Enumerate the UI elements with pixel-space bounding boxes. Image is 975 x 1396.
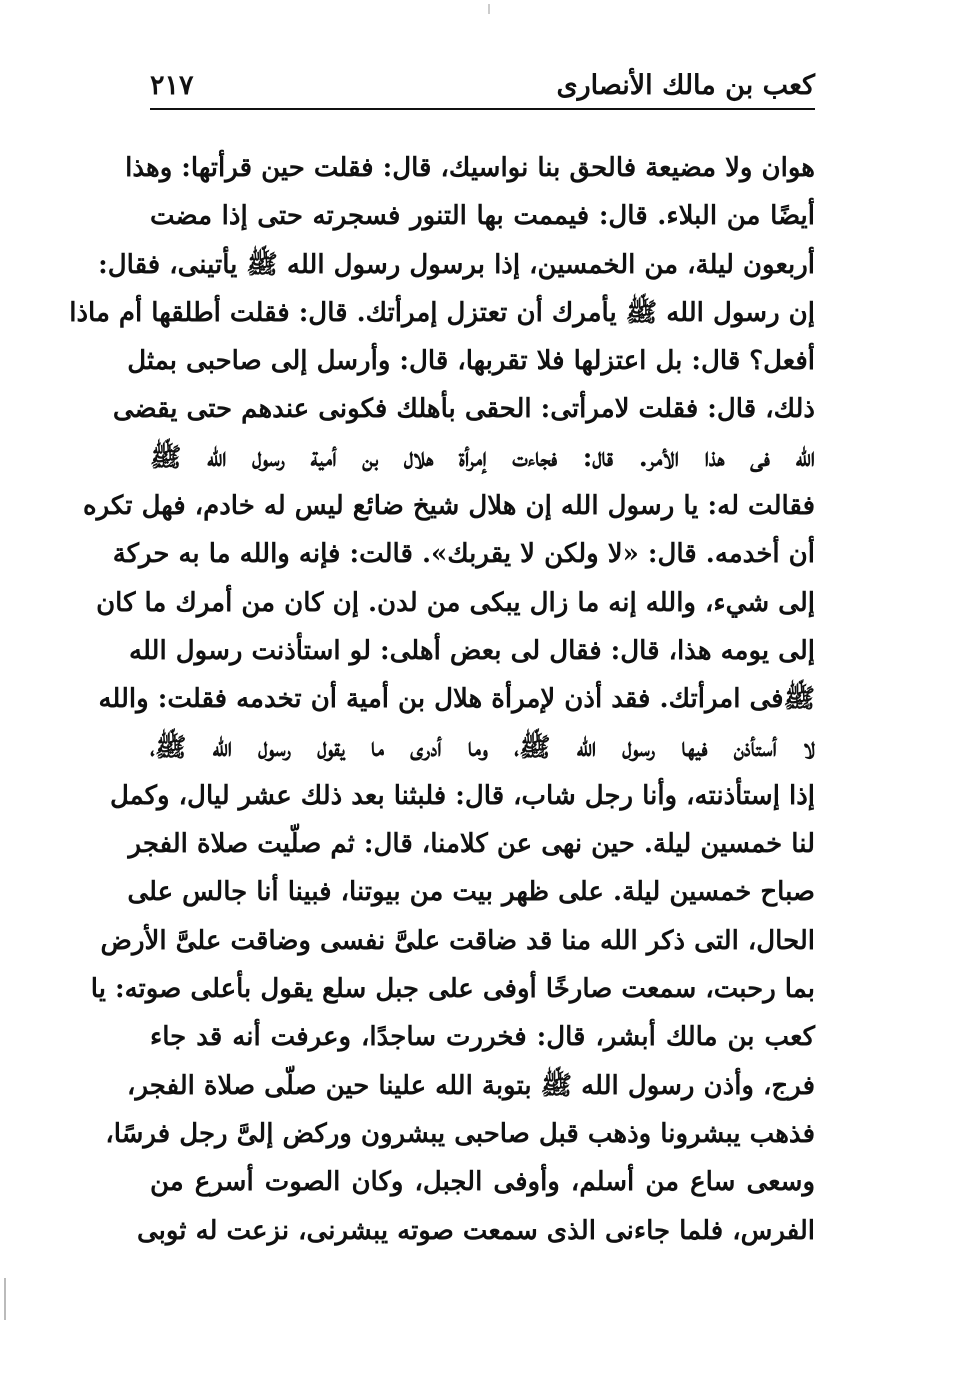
- scan-edge-mark: [4, 1278, 6, 1320]
- text-line: أفعل؟ قال: بل اعتزلها فلا تقربها، قال: وأرسل إلى صاحبى بمثل: [127, 346, 815, 377]
- running-title: كعب بن مالك الأنصارى: [556, 69, 815, 101]
- text-line: إذا إستأذنته، وأنا رجل شاب، قال: فلبثنا بعد ذلك عشر ليال، وكمل: [109, 780, 815, 811]
- text-line: الفرس، فلما جاءنى الذى سمعت صوته يبشرنى، نزعت له ثوبى: [136, 1215, 815, 1246]
- text-line: هوان ولا مضيعة فالحق بنا نواسيك، قال: فقلت حين قرأتها: وهذا: [125, 153, 815, 183]
- text-line: لا أستأذن فيها رسول الله ﷺ، وما أدرى ما يقول رسول الله ﷺ،: [150, 732, 815, 763]
- text-line: إن رسول الله ﷺ يأمرك أن تعتزل إمرأتك. قال: فقلت أطلقها أم ماذا: [69, 297, 815, 328]
- page-header: [150, 62, 815, 110]
- page-number: ٢١٧: [150, 69, 194, 101]
- text-line: إلى يومه هذا، قال: فقال لى بعض أهلى: لو استأذنت رسول الله: [129, 635, 815, 666]
- text-line: ذلك، قال: فقلت لامرأتى: الحقى بأهلك فكونى عندهم حتى يقضى: [112, 394, 815, 425]
- text-line: الله فى هذا الأمر. قال: فجاءت إمرأة هلال بن أمية رسول الله ﷺ: [150, 442, 815, 473]
- text-line: الحال، التى ذكر الله منا قد ضاقت علىَّ نفسى وضاقت علىَّ الأرض: [100, 925, 815, 956]
- text-line: ﷺفى امرأتك. فقد أذن لإمرأة هلال بن أمية أن تخدمه فقلت: والله: [98, 684, 815, 715]
- text-line: بما رحبت، سمعت صارخًا أوفى على جبل سلع يقول بأعلى صوته: يا: [90, 974, 815, 1005]
- text-line: لنا خمسين ليلة. حين نهى عن كلامنا، قال: ثم صلّيت صلاة الفجر: [128, 829, 815, 860]
- body-text: [69, 144, 815, 1255]
- text-line: أيضًا من البلاء. قال: فيممت بها التنور فسجرته حتى إذا مضت: [150, 201, 815, 232]
- text-line: صباح خمسين ليلة. على ظهر بيت من بيوتنا، فبينا أنا جالس على: [127, 877, 815, 908]
- text-line: كعب بن مالك أبشر، قال: فخررت ساجدًا، وعرفت أنه قد جاء: [150, 1022, 815, 1053]
- text-line: أربعون ليلة، من الخمسين، إذا برسول رسول الله ﷺ يأتينى، فقال:: [98, 249, 815, 280]
- text-line: فقالت له: يا رسول الله إن هلال شيخ ضائع ليس له خادم، فهل تكره: [82, 491, 815, 522]
- text-line: فذهب يبشرونا وذهب قبل صاحبى يبشرون وركض إلىَّ رجل فرسًا،: [105, 1118, 815, 1149]
- text-line: وسعى ساع من أسلم، وأوفى الجبل، وكان الصوت أسرع من: [150, 1167, 815, 1198]
- text-line: أن أخدمه. قال: «لا ولكن لا يقربك». قالت: فإنه والله ما به حركة: [112, 539, 815, 570]
- text-line: إلى شيء، والله إنه ما زال يبكى من لدن. إن كان من أمرك ما كان: [96, 587, 815, 618]
- scan-mark: [488, 4, 490, 14]
- text-line: فرج، وأذن رسول الله ﷺ بتوبة الله علينا حين صلّى صلاة الفجر،: [127, 1070, 815, 1101]
